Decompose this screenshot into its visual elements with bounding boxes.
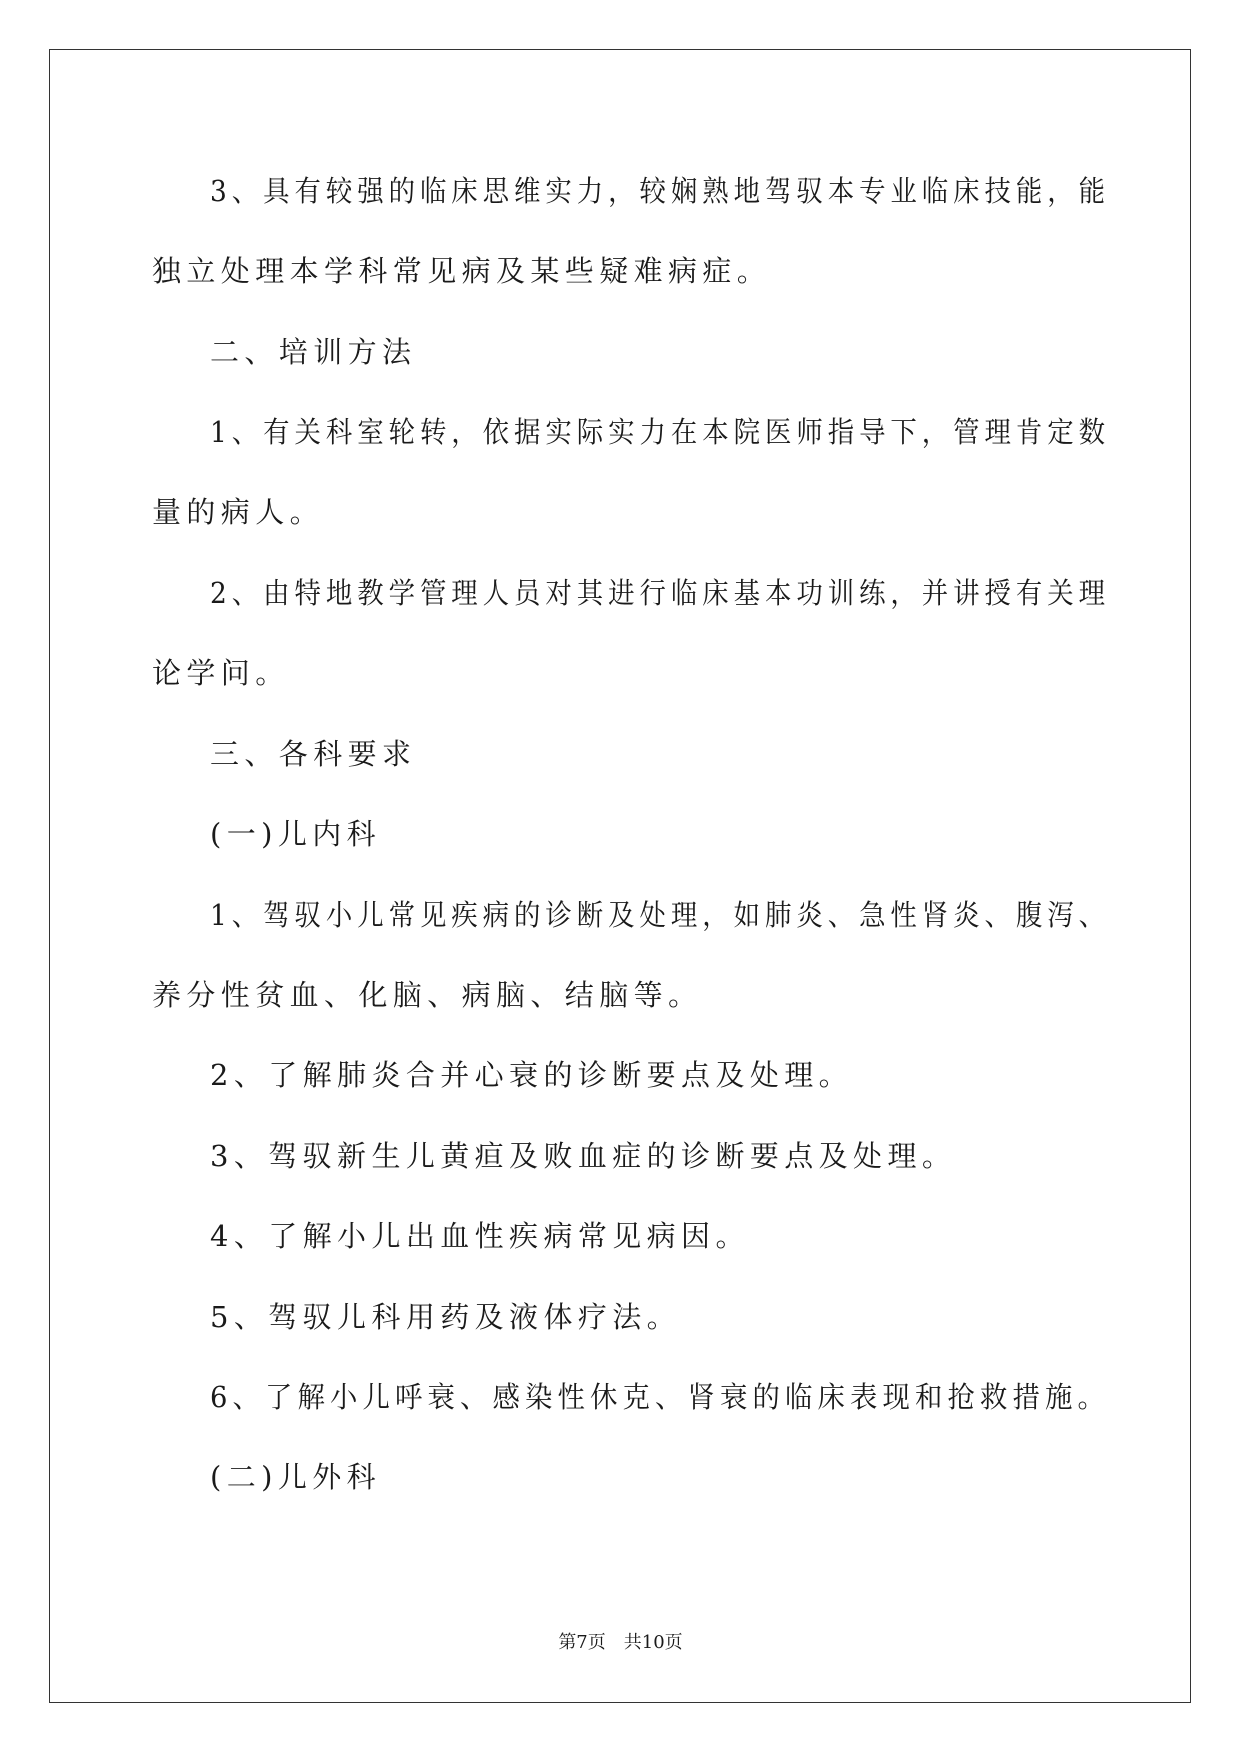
paragraph-line: 3、具有较强的临床思维实力，较娴熟地驾驭本专业临床技能，能	[210, 174, 1111, 208]
paragraph-line: 1、有关科室轮转，依据实际实力在本院医师指导下，管理肯定数	[210, 415, 1111, 449]
paragraph-line: 2、由特地教学管理人员对其进行临床基本功训练，并讲授有关理	[210, 576, 1111, 610]
subsection-heading: (一)儿内科	[210, 817, 382, 851]
paragraph-line: 量的病人。	[152, 495, 325, 529]
page-border	[49, 49, 1191, 1703]
paragraph-line: 4、了解小儿出血性疾病常见病因。	[210, 1219, 750, 1253]
paragraph-line: 2、了解肺炎合并心衰的诊断要点及处理。	[210, 1058, 854, 1092]
paragraph-line: 3、驾驭新生儿黄疸及败血症的诊断要点及处理。	[210, 1139, 957, 1173]
paragraph-line: 6、了解小儿呼衰、感染性休克、肾衰的临床表现和抢救措施。	[210, 1380, 1110, 1414]
paragraph-line: 论学问。	[152, 656, 290, 690]
section-heading: 三、各科要求	[210, 737, 417, 771]
paragraph-line: 1、驾驭小儿常见疾病的诊断及处理，如肺炎、急性肾炎、腹泻、	[210, 898, 1111, 932]
page-number-footer: 第7页 共10页	[558, 1632, 683, 1653]
paragraph-line: 独立处理本学科常见病及某些疑难病症。	[152, 254, 772, 288]
section-heading: 二、培训方法	[210, 335, 417, 369]
paragraph-line: 养分性贫血、化脑、病脑、结脑等。	[152, 978, 703, 1012]
paragraph-line: 5、驾驭儿科用药及液体疗法。	[210, 1300, 682, 1334]
subsection-heading: (二)儿外科	[210, 1460, 382, 1494]
